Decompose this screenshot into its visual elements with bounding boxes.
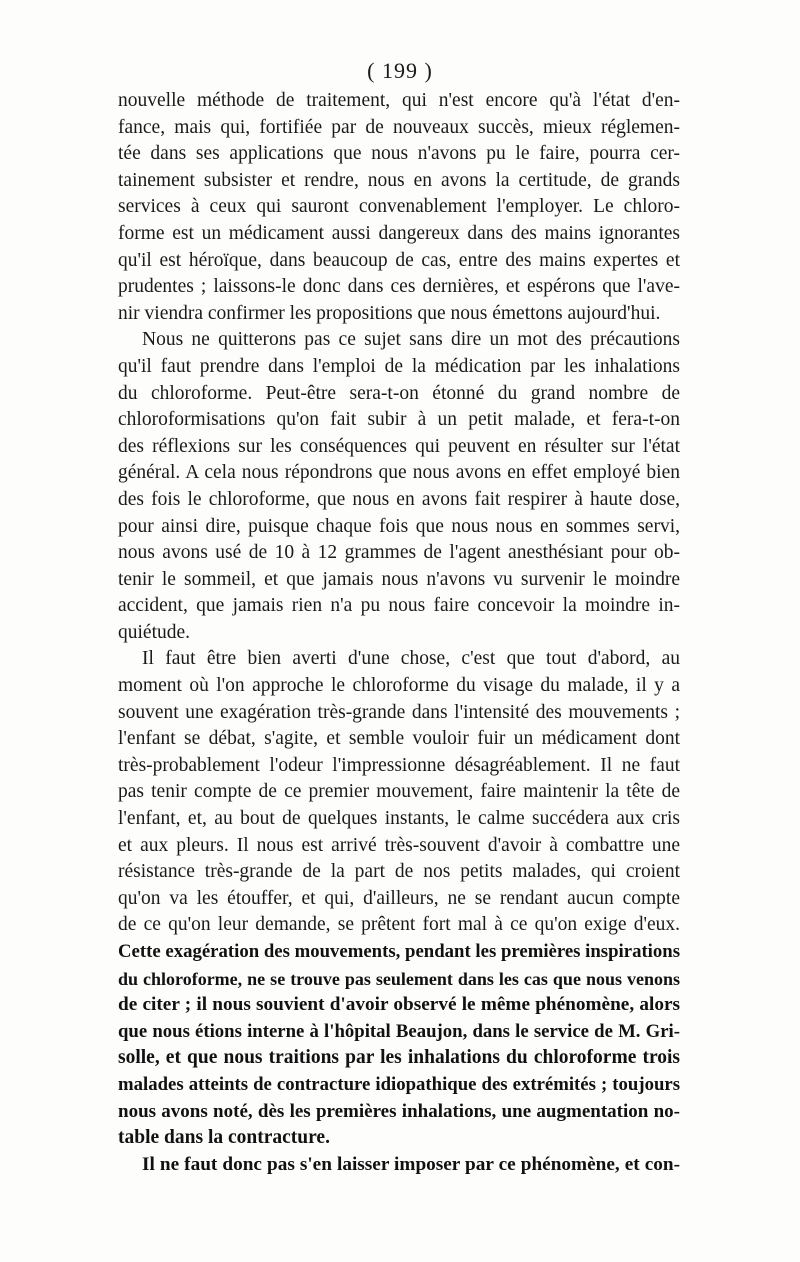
text-line: que nous étions interne à l'hôpital Beaujon, dans le service de M. Gri-: [118, 1020, 680, 1042]
page-number: ( 199 ): [367, 58, 433, 83]
text-line: tée dans ses applications que nous n'avons pu le faire, pourra cer-: [118, 143, 680, 165]
text-line: du chloroforme, ne se trouve pas seulement dans les cas que nous venons: [118, 968, 680, 989]
paragraph: [118, 646, 680, 1151]
text-line: nous avons usé de 10 à 12 grammes de l'agent anesthésiant pour ob-: [118, 542, 680, 564]
text-line: résistance très-grande de la part de nos petits malades, qui croient: [118, 861, 680, 883]
text-line: fance, mais qui, fortifiée par de nouveaux succès, mieux réglemen-: [118, 116, 680, 138]
text-line: nous avons noté, dès les premières inhalations, une augmentation no-: [118, 1100, 680, 1122]
text-line: nir viendra confirmer les propositions que nous émettons aujourd'hui.: [118, 302, 661, 324]
text-line: des fois le chloroforme, que nous en avons fait respirer à haute dose,: [118, 488, 680, 510]
paragraph: [118, 327, 680, 646]
text-line: qu'on va les étouffer, et qui, d'ailleurs, ne se rendant aucun compte: [118, 887, 680, 909]
paragraph: [118, 88, 680, 327]
text-line: Il faut être bien averti d'une chose, c'est que tout d'abord, au: [142, 648, 680, 670]
text-line: de ce qu'on leur demande, se prêtent fort mal à ce qu'on exige d'eux.: [118, 914, 680, 936]
text-line: qu'il faut prendre dans l'emploi de la médication par les inhalations: [118, 355, 680, 377]
text-line: nouvelle méthode de traitement, qui n'est encore qu'à l'état d'en-: [118, 90, 680, 111]
text-line: prudentes ; laissons-le donc dans ces dernières, et espérons que l'ave-: [118, 276, 680, 298]
text-line: solle, et que nous traitions par les inhalations du chloroforme trois: [118, 1047, 680, 1069]
text-line: forme est un médicament aussi dangereux dans des mains ignorantes: [118, 222, 680, 244]
body-text: [118, 88, 680, 1178]
text-line: services à ceux qui sauront convenablement l'employer. Le chloro-: [118, 196, 680, 218]
text-line: tenir le sommeil, et que jamais nous n'avons vu survenir le moindre: [118, 568, 680, 590]
text-line: Nous ne quitterons pas ce sujet sans dire un mot des précautions: [142, 329, 680, 351]
text-line: pas tenir compte de ce premier mouvement, faire maintenir la tête de: [118, 781, 680, 803]
text-line: souvent une exagération très-grande dans l'intensité des mouvements ;: [118, 701, 680, 723]
text-line: chloroformisations qu'on fait subir à un petit malade, et fera-t-on: [118, 409, 680, 431]
text-line: l'enfant, et, au bout de quelques instants, le calme succédera aux cris: [118, 808, 680, 830]
text-line: qu'il est héroïque, dans beaucoup de cas, entre des mains expertes et: [118, 249, 680, 271]
text-line: malades atteints de contracture idiopathique des extrémités ; toujours: [118, 1073, 680, 1095]
text-line: accident, que jamais rien n'a pu nous faire concevoir la moindre in-: [118, 595, 680, 617]
text-line: de citer ; il nous souvient d'avoir observé le même phénomène, alors: [118, 994, 680, 1016]
text-line: des réflexions sur les conséquences qui peuvent en résulter sur l'état: [118, 435, 680, 457]
text-line: du chloroforme. Peut-être sera-t-on étonné du grand nombre de: [118, 382, 680, 404]
paragraph: [118, 1152, 680, 1179]
text-line: moment où l'on approche le chloroforme du visage du malade, il y a: [118, 675, 680, 697]
text-line: Il ne faut donc pas s'en laisser imposer par ce phénomène, et con-: [142, 1153, 680, 1175]
text-line: Cette exagération des mouvements, pendant les premières inspirations: [118, 941, 680, 962]
text-line: très-probablement l'odeur l'impressionne désagréablement. Il ne faut: [118, 754, 680, 776]
text-line: et aux pleurs. Il nous est arrivé très-souvent d'avoir à combattre une: [118, 834, 680, 856]
text-line: table dans la contracture.: [118, 1127, 330, 1149]
text-line: général. A cela nous répondrons que nous avons en effet employé bien: [118, 462, 680, 484]
text-line: l'enfant se débat, s'agite, et semble vouloir fuir un médicament dont: [118, 728, 680, 750]
text-line: quiétude.: [118, 621, 191, 643]
text-line: tainement subsister et rendre, nous en avons la certitude, de grands: [118, 169, 680, 191]
text-line: pour ainsi dire, puisque chaque fois que nous nous en sommes servi,: [118, 515, 680, 537]
